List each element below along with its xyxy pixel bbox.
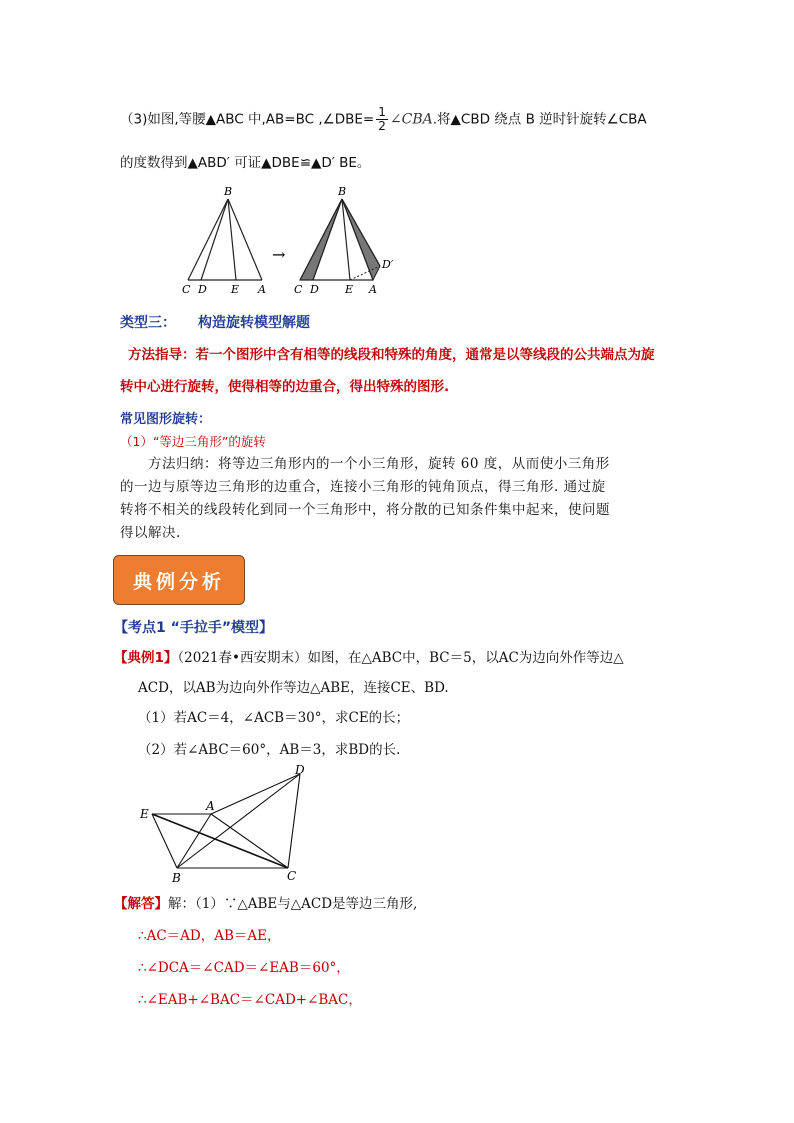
rotation-figure: [170, 182, 410, 302]
fig1-right-label-d-prime: D′: [382, 258, 394, 271]
fig2-label-d: D: [295, 763, 305, 777]
question-1: （1）若AC＝4，∠ACB＝30°，求CE的长；: [138, 710, 410, 726]
fig1-right-label-e: E: [345, 283, 354, 296]
common-rotation-title: 常见图形旋转：: [120, 412, 212, 427]
hand-in-hand-figure: [135, 762, 315, 884]
answer-line0: [114, 892, 417, 912]
example-text1: （2021春•西安期末）如图，在△ABC中，BC＝5，以AC为边向外作等边△: [177, 650, 624, 666]
answer-line2: ∴∠DCA＝∠CAD＝∠EAB＝60°，: [138, 960, 350, 976]
common-rotation-sub: （1）“等边三角形”的旋转: [120, 434, 266, 449]
method-summary-line2: 的一边与原等边三角形的边重合，连接小三角形的钝角顶点，得三角形. 通过旋: [120, 479, 606, 495]
example-tag: 【典例1】: [114, 650, 178, 666]
method-line2: 转中心进行旋转，使得相等的边重合，得出特殊的图形.: [120, 379, 450, 395]
fig1-left-label-b: B: [224, 185, 233, 198]
fraction-denominator: 2: [378, 119, 386, 133]
arrow-icon: →: [272, 245, 286, 264]
angle-cba: ∠CBA: [389, 111, 433, 128]
fig2-label-a: A: [206, 799, 215, 813]
fig1-right-label-b: B: [338, 185, 347, 198]
fig2-label-c: C: [287, 869, 297, 883]
method-summary-line3: 转将不相关的线段转化到同一个三角形中，将分散的已知条件集中起来，使问题: [120, 502, 610, 518]
fig1-left-label-d: D: [198, 283, 207, 296]
example-line1: [114, 646, 624, 666]
example-line2: ACD，以AB为边向外作等边△ABE，连接CE、BD.: [138, 680, 449, 696]
fig2-label-e: E: [140, 807, 149, 821]
part3-line2: 的度数得到▲ABD′ 可证▲DBE≌▲D′ BE。: [120, 155, 371, 171]
answer-intro: 解：（1）∵△ABE与△ACD是等边三角形,: [168, 896, 418, 912]
part3-line1-b: .将▲CBD 绕点 B 逆时针旋转∠CBA: [432, 111, 647, 128]
fig1-left-label-e: E: [231, 283, 240, 296]
method-line1: 方法指导：若一个图形中含有相等的线段和特殊的角度，通常是以等线段的公共端点为旋: [128, 347, 655, 363]
part3-line1: [120, 106, 647, 133]
kaodian-heading: 【考点1 “手拉手”模型】: [114, 620, 274, 636]
half-fraction: [376, 106, 388, 133]
part3-line1-a: （3)如图,等腰▲ABC 中,AB=BC ,∠DBE=: [120, 111, 375, 128]
fraction-numerator: 1: [378, 105, 386, 119]
fig1-right-label-a: A: [369, 283, 377, 296]
right-triangle: [300, 199, 380, 280]
fig1-left-label-c: C: [182, 283, 191, 296]
answer-line1: ∴AC＝AD，AB＝AE，: [138, 928, 281, 944]
method-summary-line1: 方法归纳：将等边三角形内的一个小三角形，旋转 60 度，从而使小三角形: [148, 456, 610, 472]
example-analysis-badge: 典例分析: [113, 555, 245, 605]
type3-title: 构造旋转模型解题: [198, 315, 310, 331]
type3-label: 类型三：: [120, 315, 176, 331]
fig2-label-b: B: [172, 871, 181, 884]
figure-lines: [152, 774, 300, 868]
method-summary-line4: 得以解决.: [120, 525, 181, 541]
fig1-right-label-c: C: [294, 283, 303, 296]
type3-heading: [120, 312, 310, 332]
question-2: （2）若∠ABC＝60°，AB＝3，求BD的长.: [138, 742, 401, 758]
answer-line3: ∴∠EAB+∠BAC＝∠CAD+∠BAC，: [138, 992, 362, 1008]
answer-tag: 【解答】: [114, 896, 168, 912]
fig1-right-label-d: D: [310, 283, 319, 296]
left-triangle: [188, 199, 262, 280]
fig1-left-label-a: A: [258, 283, 266, 296]
